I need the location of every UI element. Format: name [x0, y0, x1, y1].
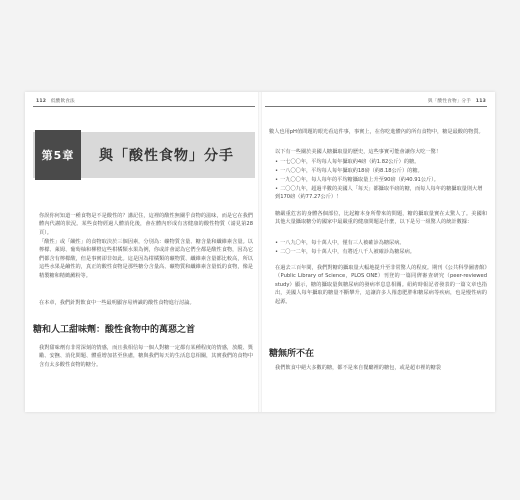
sugar-history-list	[275, 158, 487, 201]
right-running-title: 與「酸性食物」分手	[427, 99, 472, 104]
book-spread	[25, 92, 495, 412]
intro-paragraph-2: 「酸性」或「鹼性」的食物取決於三個因素，分別為：礦物質含量、糖含量和纖維素含量。以檸檬、萊姆、葡萄柚和柳橙這些柑橘類水果為例，你或許會認為它們全都是酸性食物，因為它們都含有檸檬酸，但是事實卻非如此。這是因為柑橘類的礦物質、纖維素含量都比較高，所以這些水果是鹼性的，真正的酸性食物是那些糖分含量高、礦物質和纖維素含量低的食物，像是精製糖和精緻澱粉等。	[39, 239, 253, 279]
right-header-rule	[265, 106, 487, 107]
intro-paragraph-1: 你誤你何知道一種食物是不是酸性的？講記住，這裡的酸性無關乎食物的滋味，而是它在我們體內代謝的狀況。某些食物經過人體消化後，會在體內形成有害健康的酸性物質（請見第28頁）。	[39, 213, 253, 236]
section-heading-everywhere: 糖無所不在	[269, 349, 315, 359]
left-running-head	[33, 98, 75, 104]
left-page	[25, 92, 257, 412]
intro-paragraph-3: 在本章，我們針對飲食中一些最明顯容易辨識的酸性食物進行討論。	[39, 300, 195, 306]
chapter-label: 第5章	[35, 130, 81, 180]
right-page	[263, 92, 495, 412]
right-paragraph-4: 在過去三百年間，我們對糖的攝取量大幅地提升至非常驚人的程度。期刊《公共科學圖書館》（Public Library of Science，PLOS ONE）刊登的一篇同儕審查研究（peer-reviewed study）顯示，糖的攝取量與糖尿病的發病率息息相關。紐約時報記者發表的一篇文章也指出，美國人每年攝取的糖量不斷攀升，這讓許多人罹患肥胖和糖尿病等疾病，也是慢性病的起源。	[275, 265, 487, 305]
right-paragraph-3: 糖嚴重危害的身體各個部位，比起糖本身所帶來的問題，糖的攝取量實在太驚人了。美國和其他大量攝取糖分的國家中最嚴重的健康問題是什麼，以下是另一組驚人的統計數據：	[275, 211, 487, 226]
list-item: • 一八九〇年，每十萬人中，僅有三人被確診為糖尿病。	[275, 240, 405, 246]
section-heading-sugar: 糖和人工甜味劑：酸性食物中的萬惡之首	[33, 325, 196, 335]
right-paragraph-2: 以下有一些關於美國人糖攝取量的歷史，這些事實可能會讓你大吃一驚！	[275, 149, 442, 155]
list-item: • 二〇一二年，每十萬人中，有將近八千人被確診為糖尿病。	[275, 249, 415, 255]
everywhere-paragraph: 我們飲食中絕大多數的糖，都不是來自餐廳裡的糖包，或是超市裡的糖袋	[275, 365, 442, 371]
list-item: • 一八〇〇年，平均每人每年攝取約18磅（約8.18公斤）的糖。	[275, 168, 423, 174]
book-gutter	[258, 92, 262, 412]
list-item: • 一七〇〇年，平均每人每年攝取約4磅（約1.82公斤）的糖。	[275, 159, 420, 165]
left-running-title: 低酸飲食法	[50, 99, 75, 104]
list-item: • 二〇〇九年，超過半數的美國人「每天」都攝取半磅的糖，而每人每年的糖攝取量則大增到170磅（約77.27公斤）！	[275, 186, 483, 200]
left-page-number: 112	[36, 99, 47, 104]
right-paragraph-1: 數人也用pH值問題的眼光看這件事，事實上，在你吃進體內的所有食物中，糖是最酸的物質。	[269, 129, 484, 135]
list-item: • 一九〇〇年，每人每年的平均糖攝取量上升至90磅（約40.91公斤）。	[275, 177, 439, 183]
sugar-paragraph: 我對甜味劑有非常深刻的情感，而且我相信每一個人對糖一定都有某種程度的情感，放縱、獎勵、安撫、消化問題、體重增加甚至焦慮，糖與我們每天的生活息息相關，其實我們的食物中含有太多酸性食物的糖分。	[39, 345, 253, 368]
diabetes-list	[275, 239, 487, 257]
right-page-number: 113	[475, 99, 486, 104]
chapter-title: 與「酸性食物」分手	[99, 148, 234, 164]
left-header-rule	[33, 106, 255, 107]
right-running-head	[428, 98, 489, 104]
